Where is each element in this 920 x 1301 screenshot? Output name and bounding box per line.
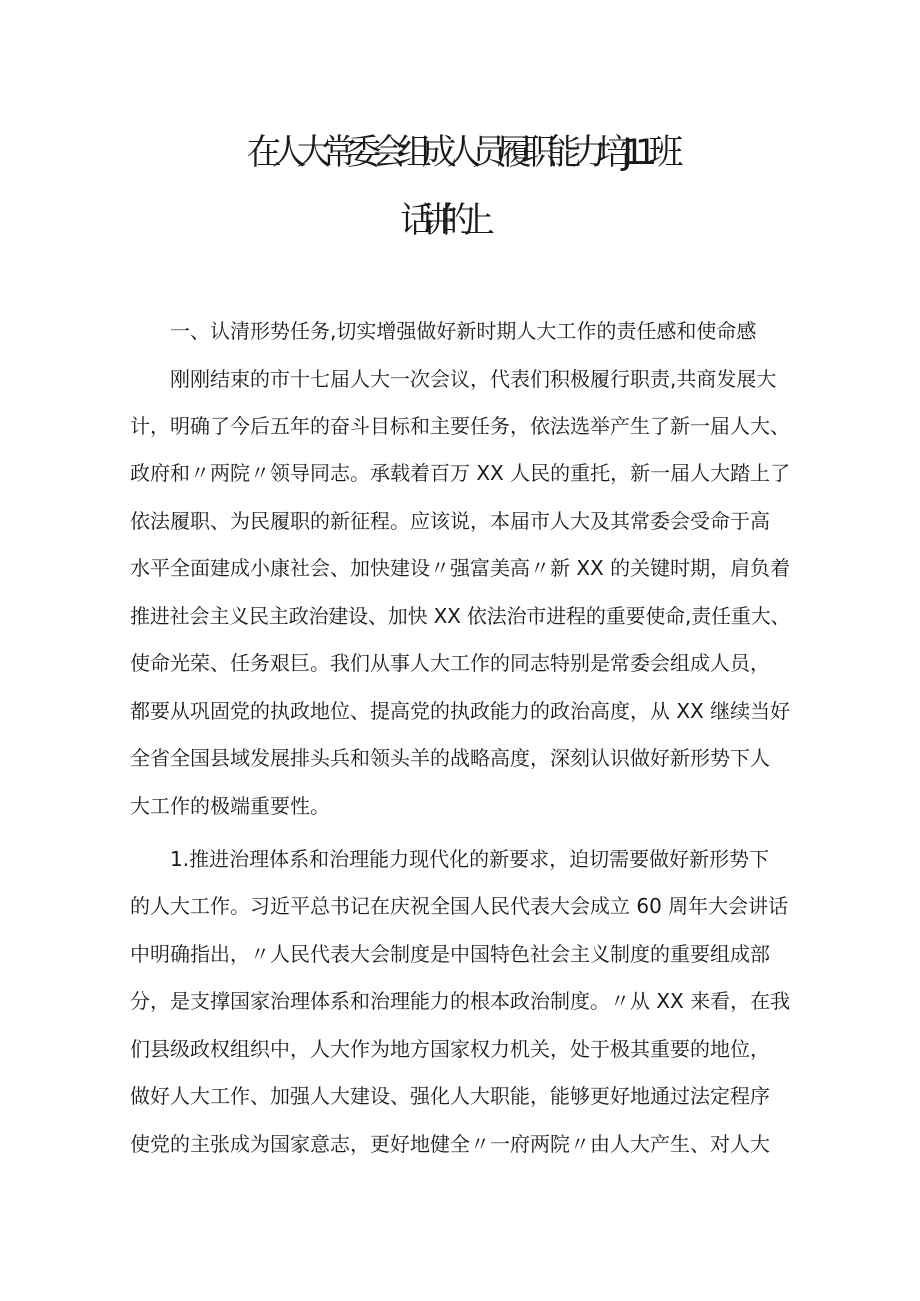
paragraph-line: 推进社会主义民主政治建设、加快 XX 依法治市进程的重要使命,责任重大、 [130,604,791,628]
paragraph-line: 1.推进治理体系和治理能力现代化的新要求，迫切需要做好新形势下 [130,847,770,871]
paragraph-line: 使党的主张成为国家意志，更好地健全〃一府两院〃由人大产生、对人大 [130,1132,770,1156]
paragraph-line: 政府和〃两院〃领导同志。承载着百万 XX 人民的重托，新一届人大踏上了 [130,461,791,485]
paragraph-line: 水平全面建成小康社会、加快建设〃强富美高〃新 XX 的关键时期，肩负着 [130,556,791,580]
paragraph-line: 做好人大工作、加强人大建设、强化人大职能，能够更好地通过法定程序 [130,1084,770,1108]
paragraph-line: 计，明确了今后五年的奋斗目标和主要任务，依法选举产生了新一届人大、 [130,414,790,438]
paragraph-line: 们县级政权组织中，人大作为地方国家权力机关，处于极其重要的地位， [130,1037,770,1061]
paragraph-line: 全省全国县域发展排头兵和领头羊的战略高度，深刻认识做好新形势下人 [130,746,770,770]
paragraph-line: 分，是支撑国家治理体系和治理能力的根本政治制度。〃从 XX 来看，在我 [130,989,791,1013]
paragraph-line: 使命光荣、任务艰巨。我们从事人大工作的同志特别是常委会组成人员， [130,651,770,675]
paragraph-line: 大工作的极端重要性。 [130,794,330,818]
paragraph-line: 刚刚结束的市十七届人大一次会议，代表们积极履行职责,共商发展大 [130,367,777,391]
document-title-line-1: 在人大常委会组成人员履职能力培 iJ11 班 [246,133,674,173]
document-title-line-2 [0,201,920,241]
section-heading: 一、认清形势任务,切实增强做好新时期人大工作的责任感和使命感 [130,319,757,343]
paragraph-line: 中明确指出，〃人民代表大会制度是中国特色社会主义制度的重要组成部 [130,942,770,966]
paragraph-line: 都要从巩固党的执政地位、提高党的执政能力的政治高度，从 XX 继续当好 [130,699,791,723]
paragraph-line: 依法履职、为民履职的新征程。应该说，本届市人大及其常委会受命于高 [130,509,770,533]
paragraph-line: 的人大工作。习近平总书记在庆祝全国人民代表大会成立 60 周年大会讲话 [130,894,789,918]
